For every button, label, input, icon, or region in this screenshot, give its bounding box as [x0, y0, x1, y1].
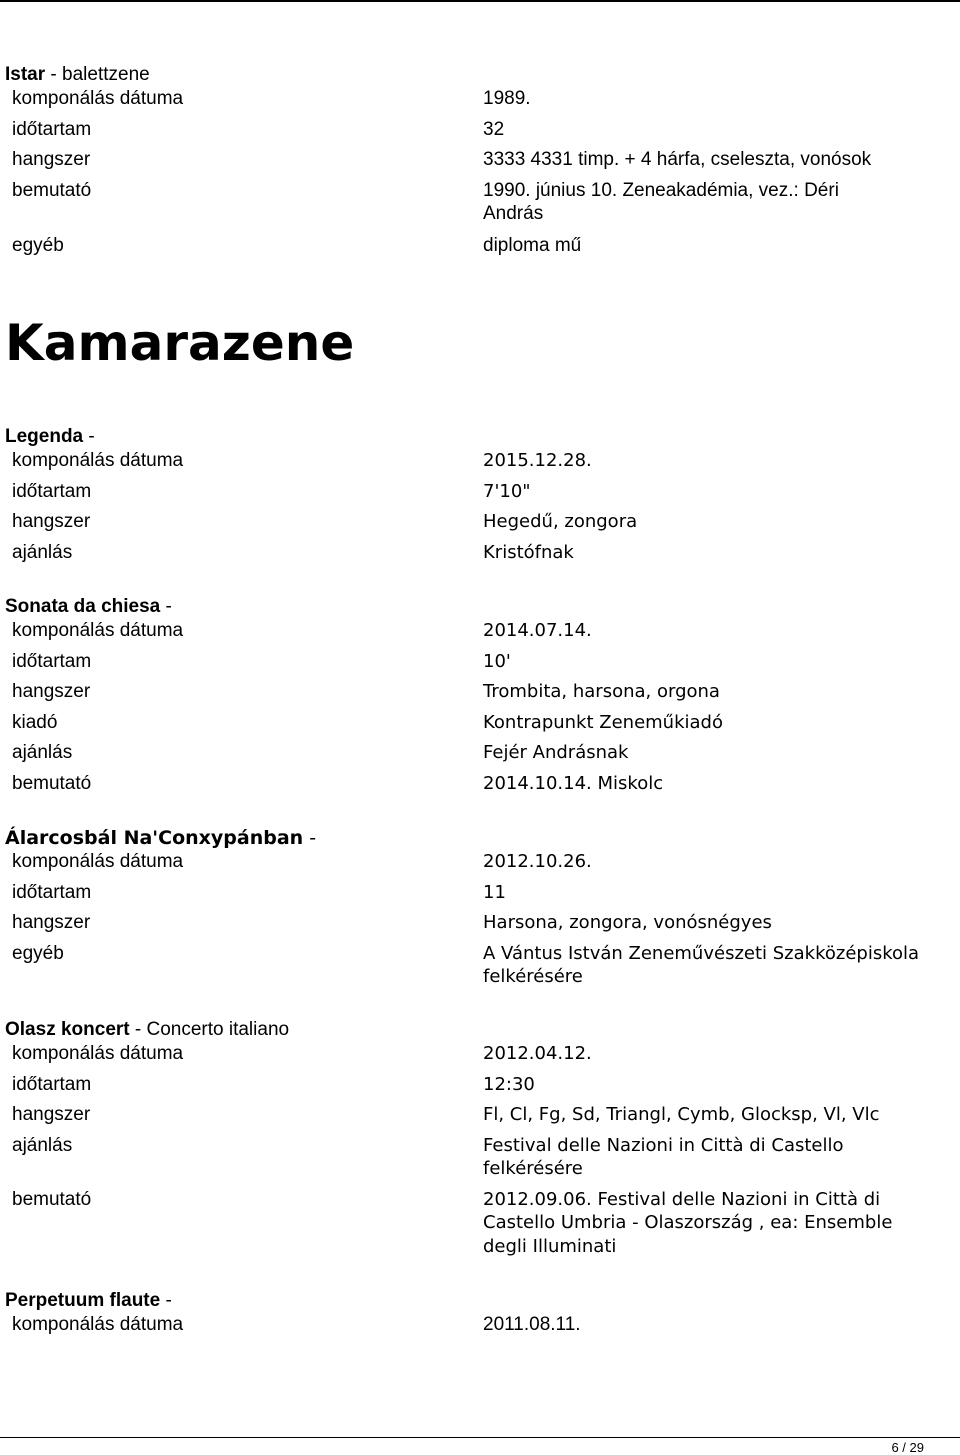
page-number: 6 / 29 [891, 1440, 924, 1455]
detail-row: hangszer Harsona, zongora, vonósnégyes [12, 912, 772, 933]
detail-row: időtartam 11 [12, 881, 506, 903]
detail-row: egyéb A Vántus István Zeneművészeti Szakközépiskola felkérésére [12, 942, 920, 987]
work-entry [5, 1018, 955, 1258]
detail-row: ajánlás Fejér Andrásnak [12, 742, 629, 763]
detail-row: bemutató 2012.09.06. Festival delle Nazioni in Città di Castello Umbria - Olaszország , ea: Ensemble degli Illuminati [12, 1188, 893, 1257]
work-title: Legenda - [5, 426, 95, 447]
detail-row: időtartam 7'10" [12, 480, 531, 502]
detail-row: komponálás dátuma 2015.12.28. [12, 450, 592, 471]
work-title: Olasz koncert - Concerto italiano [5, 1019, 290, 1040]
work-entry [5, 1289, 955, 1337]
work-entry [5, 63, 955, 257]
detail-row: hangszer Hegedű, zongora [12, 511, 638, 532]
work-title: Álarcosbál Na'Conxypánban - [5, 827, 317, 849]
detail-row: időtartam 10' [12, 650, 511, 672]
detail-row: kiadó Kontrapunkt Zeneműkiadó [12, 711, 723, 733]
top-rule [0, 0, 960, 2]
detail-row: ajánlás Festival delle Nazioni in Città di Castello felkérésére [12, 1134, 844, 1179]
section-heading: Kamarazene [5, 314, 355, 372]
detail-row: komponálás dátuma 2012.10.26. [12, 851, 592, 872]
detail-row: hangszer 3333 4331 timp. + 4 hárfa, cseleszta, vonósok [12, 149, 872, 170]
detail-row: egyéb diploma mű [12, 234, 582, 256]
work-title: Perpetuum flaute - [5, 1290, 172, 1311]
detail-row: bemutató 1990. június 10. Zeneakadémia, vez.: Déri András [12, 179, 839, 224]
work-entry [5, 595, 955, 795]
detail-row: komponálás dátuma 2014.07.14. [12, 620, 592, 641]
work-entry [5, 425, 955, 564]
detail-row: időtartam 12:30 [12, 1073, 535, 1095]
detail-row: ajánlás Kristófnak [12, 541, 574, 563]
work-entry [5, 826, 955, 989]
work-title: Sonata da chiesa - [5, 596, 172, 617]
detail-row: bemutató 2014.10.14. Miskolc [12, 772, 664, 794]
detail-row: időtartam 32 [12, 118, 505, 140]
detail-row: komponálás dátuma 1989. [12, 88, 531, 109]
detail-row: komponálás dátuma 2011.08.11. [12, 1314, 581, 1335]
detail-row: komponálás dátuma 2012.04.12. [12, 1043, 592, 1064]
work-title: Istar - balettzene [5, 64, 150, 85]
detail-row: hangszer Trombita, harsona, orgona [12, 681, 720, 702]
footer-rule [0, 1437, 960, 1438]
detail-row: hangszer Fl, Cl, Fg, Sd, Triangl, Cymb, Glocksp, Vl, Vlc [12, 1104, 880, 1125]
